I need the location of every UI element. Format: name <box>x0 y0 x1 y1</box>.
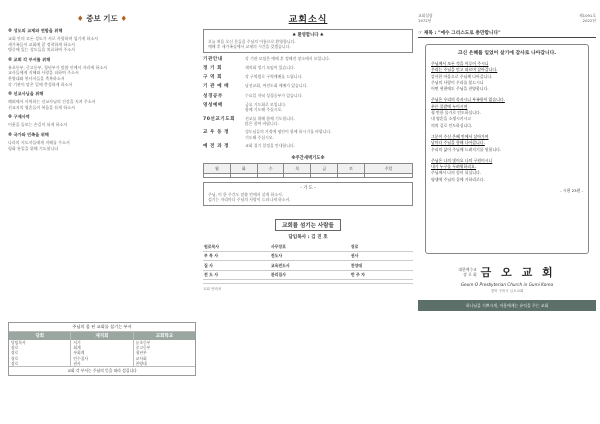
intercession-sections <box>8 28 196 151</box>
staff-row <box>203 252 413 261</box>
week-value <box>204 174 231 178</box>
staff-name <box>406 243 413 252</box>
meditation-stanza <box>431 134 583 153</box>
news-line: 기도해 주십시오. <box>245 134 274 140</box>
news-item-label: 구 역 회 <box>203 75 223 81</box>
meditation-stanzas <box>431 61 583 183</box>
staff-role: 교육전도사 <box>270 261 343 270</box>
church-identity <box>418 264 596 294</box>
department-footer: 교회 각 부서는 주님의 뜻을 따라 섬깁니다 <box>9 366 195 375</box>
news-line: 각 기관 모임은 예배 후 정해진 장소에서 모입니다. <box>245 55 331 61</box>
prayer-line: 이웃을 돌보는 손길이 되게 하소서 <box>8 122 68 128</box>
prayer-line: 주님, 이 한 주간도 말씀 안에서 살게 하소서. <box>208 192 284 198</box>
staff-role: 부 목 사 <box>203 252 263 261</box>
news-item-text <box>245 56 413 61</box>
staff-name <box>263 261 270 270</box>
week-value <box>257 174 284 178</box>
staff-name <box>406 270 413 279</box>
news-line: 성도님들의 가정에 평안이 함께 하시기를 바랍니다. <box>245 129 332 135</box>
staff-role <box>270 280 343 283</box>
meditation-line: 푸른 풀밭에 누이시며 <box>431 103 468 109</box>
staff-table <box>203 243 413 284</box>
week-day: 수 <box>257 164 284 174</box>
department-row: 부회계 <box>73 350 85 356</box>
week-value <box>230 174 257 178</box>
news-item-text <box>245 102 413 113</box>
prayer-section-heading: ※ 성도의 교제와 연합을 위해 <box>8 28 63 33</box>
week-day: 토 <box>338 164 365 174</box>
week-day: 주일 <box>364 164 412 174</box>
news-item <box>203 102 413 113</box>
staff-role <box>203 280 263 283</box>
department-row: 유초등부 <box>135 340 151 345</box>
department-row: 중고등부 <box>135 345 151 351</box>
staff-name <box>343 243 350 252</box>
meditation-heading: 크신 은혜를 입었어 살기에 감사로 나아갑니다. <box>457 51 557 56</box>
news-item <box>203 65 413 71</box>
prayer-line: 해외에서 사역하는 선교사님의 건강을 지켜 주소서 <box>8 99 96 105</box>
news-line: 금요 기도회로 모입니다. <box>245 101 287 107</box>
news-item-label: 기 관 예 배 <box>203 84 230 90</box>
news-line: 함께 기도해 주십시오. <box>245 107 283 113</box>
prayer-line: 교사들에게 지혜와 사랑을 더하여 주소서 <box>8 70 79 76</box>
servants-heading: 교회를 섬기는 사람들 <box>203 212 413 231</box>
department-row: 장로 <box>11 345 19 351</box>
welcome-heading: ♣ 환영합니다 ♣ <box>292 33 324 38</box>
department-column <box>71 332 133 366</box>
staff-name <box>343 280 350 283</box>
church-english-name: Geum-O Presbyterian Church in Gumi Korea <box>460 282 554 287</box>
meditation-stanza <box>431 158 583 183</box>
staff-role: 사무장로 <box>270 243 343 252</box>
news-list <box>203 56 413 149</box>
news-item-text <box>245 83 413 88</box>
welcome-line: 오늘 처음 오신 분들을 주님의 이름으로 환영합니다. <box>208 39 296 44</box>
meditation-stanza <box>431 61 583 92</box>
news-item-text <box>245 129 413 140</box>
news-item-label: 교 우 동 정 <box>203 130 230 136</box>
staff-role: 반 주 자 <box>350 270 406 279</box>
news-item-text <box>245 143 413 148</box>
staff-row <box>203 243 413 252</box>
news-item-text <box>245 93 413 98</box>
denomination: 대한예수교 장 로 회 <box>458 267 477 277</box>
news-item-label: 영성예배 <box>203 102 223 108</box>
news-item <box>203 74 413 80</box>
staff-role: 전도사 <box>270 252 343 261</box>
meditation-line: 주님은 우리의 목자시니 부족함이 없습니다. <box>431 97 505 103</box>
week-value <box>284 174 311 178</box>
prayer-section <box>8 132 196 151</box>
week-value <box>364 174 412 178</box>
welcome-line: 예배 후 새가족실에서 교제의 시간을 갖겠습니다. <box>208 44 291 50</box>
staff-row <box>203 270 413 279</box>
week-day: 월 <box>204 164 231 174</box>
news-item-label: 정 기 회 <box>203 65 223 71</box>
week-day: 화 <box>230 164 257 174</box>
staff-role: 관리집사 <box>270 270 343 279</box>
news-item <box>203 116 413 127</box>
prayer-section <box>8 91 196 110</box>
meditation-box <box>425 44 589 254</box>
staff-role: 권사 <box>350 252 406 261</box>
staff-name <box>343 261 350 270</box>
staff-role: 전 도 사 <box>203 270 263 279</box>
prayer-section <box>8 57 196 87</box>
prayer-line: 섬기는 자리마다 주님의 사랑이 드러나게 하소서. <box>208 197 291 203</box>
news-line: 제직회 정기 모임이 있습니다. <box>245 64 296 70</box>
prayer-line: 찬양대와 봉사자들을 축복하소서 <box>8 75 65 81</box>
prayer-section <box>8 114 196 128</box>
staff-row <box>203 261 413 270</box>
news-item-text <box>245 65 413 70</box>
staff-name <box>406 261 413 270</box>
prayer-section-body <box>8 99 196 110</box>
prayer-line: 나라의 지도자들에게 지혜를 주소서 <box>8 139 70 145</box>
week-header-row <box>204 164 413 174</box>
prayer-line: 교회 안의 모든 성도가 서로 사랑하며 섬기게 하소서 <box>8 36 99 41</box>
news-item <box>203 56 413 62</box>
department-column <box>9 332 71 366</box>
department-row: 청년부 <box>135 350 147 356</box>
news-item-label: 예 전 과 정 <box>203 144 230 150</box>
department-row: 찬양대 <box>135 360 147 366</box>
news-item <box>203 93 413 99</box>
department-heading: 주님의 몸 된 교회를 섬기는 부서 <box>9 323 195 332</box>
staff-name <box>263 270 270 279</box>
prayer-section-body <box>8 122 196 128</box>
prayer-line: 병중에 있는 성도들을 치료하여 주소서 <box>8 47 75 53</box>
prayer-line: 각 기관이 맡은 일에 충성하게 하소서 <box>8 81 73 87</box>
staff-name <box>343 252 350 261</box>
meditation-line: 내 영혼을 소생시키시고 <box>431 116 472 122</box>
news-line: 선교를 위해 함께 기도합니다. <box>245 115 296 121</box>
news-item <box>203 129 413 140</box>
department-row: 장로 <box>11 350 19 356</box>
staff-name <box>343 270 350 279</box>
news-line: 남선교회, 여전도회 예배가 있습니다. <box>245 83 308 89</box>
meditation-line: 쉴 만한 물가로 인도하십니다. <box>431 110 482 116</box>
week-value <box>311 174 338 178</box>
dawn-prayer-table <box>203 163 413 178</box>
cover-column <box>418 0 596 424</box>
prayer-section-heading: ※ 구제사역 <box>8 114 30 120</box>
department-column-title: 교회학교 <box>134 332 195 340</box>
department-box <box>8 322 196 376</box>
meditation-stanza <box>431 97 583 128</box>
department-row: 회계 <box>73 345 81 351</box>
dawn-prayer-heading: ※주간새벽기도※ <box>291 156 325 162</box>
staff-name <box>406 252 413 261</box>
news-item-text <box>245 74 413 79</box>
meditation-line: 평생에 주님의 집에 거하리로다. <box>431 176 485 182</box>
staff-name <box>263 243 270 252</box>
prayer-heading: - 기 도 - <box>300 186 316 192</box>
meditation-line: 의의 길로 인도하십니다. <box>431 122 473 128</box>
meditation-line: 그분이 주신 은혜 안에서 살아가며 <box>431 133 489 139</box>
meditation-source: - 시편 23편 - <box>560 188 583 194</box>
contact-line: 교회 연락처 <box>203 286 222 291</box>
prayer-section-body <box>8 65 196 87</box>
prayer-line: 평화 통일을 위해 기도합니다 <box>8 145 59 151</box>
prayer-section-heading: ※ 선교사님을 위해 <box>8 91 44 97</box>
news-item-text <box>245 116 413 127</box>
prayer-line: 새가족들이 교회에 잘 정착하게 하소서 <box>8 41 75 47</box>
prayer-box <box>203 182 413 206</box>
department-row: 교사회 <box>135 355 147 361</box>
sermon-title: ☞ 제목 : "예수 그리스도로 충만합니다" <box>418 30 596 38</box>
founding-info: 교회설립 1972년 <box>418 13 433 23</box>
prayer-section <box>8 28 196 53</box>
department-row: 장로 <box>11 360 19 366</box>
news-line: 각 구역별로 구역예배를 드립니다. <box>245 74 303 80</box>
meditation-line: 주님의 사랑이 우리를 붙드시니 <box>431 79 484 85</box>
week-day: 금 <box>311 164 338 174</box>
meditation-line: 주님은 나의 빛이요 나의 구원이시니 <box>431 157 493 163</box>
week-value-row <box>204 174 413 178</box>
department-row: 담임목사 <box>11 340 26 345</box>
staff-role <box>350 280 406 283</box>
prayer-section-body <box>8 36 196 53</box>
bulletin-meta <box>418 13 596 23</box>
department-row: 서기 <box>73 340 81 345</box>
welcome-notice <box>203 29 413 53</box>
staff-name <box>263 280 270 283</box>
prayer-text <box>208 192 408 203</box>
meditation-line: 내가 누구를 두려워하리요. <box>431 164 477 170</box>
staff-row <box>203 280 413 283</box>
week-value <box>338 174 365 178</box>
department-column-title: 제직회 <box>71 332 132 340</box>
week-day: 목 <box>284 164 311 174</box>
news-item-label: 성경공부 <box>203 93 223 99</box>
staff-name <box>263 252 270 261</box>
welcome-text <box>208 39 408 50</box>
department-row: 장로 <box>11 355 19 361</box>
department-column-title: 당회 <box>9 332 70 340</box>
prayer-line: 선교지의 영혼들이 복음을 듣게 하소서 <box>8 104 75 110</box>
prayer-section-heading: ※ 교회 각 부서를 위해 <box>8 56 51 62</box>
meditation-line: 우리는 주님을 믿고 따르며 살아갑니다. <box>431 67 498 73</box>
department-row: 안수집사 <box>73 355 88 361</box>
meditation-line: 날마다 주님을 향해 나아갑니다. <box>431 140 485 146</box>
issue-info: 제1091호 2022년 <box>579 13 596 23</box>
meditation-line: 어떤 형편에도 주님을 찬양합니다. <box>431 86 489 92</box>
intercession-title: ♦ 중보 기도 ♦ <box>76 14 128 23</box>
news-title: 교회소식 <box>288 15 328 25</box>
meditation-line: 주님께서 모든 것을 이루어 주시니 <box>431 61 489 66</box>
news-item <box>203 83 413 89</box>
news-line: 교회 절기 일정을 안내합니다. <box>245 143 296 149</box>
staff-role: 장로 <box>350 243 406 252</box>
news-item-label: 기관안내 <box>203 56 223 62</box>
department-row: 권사 <box>73 360 81 366</box>
prayer-line: 유초등부, 중고등부, 청년부가 말씀 안에서 자라게 하소서 <box>8 64 108 70</box>
intercession-column <box>8 0 196 424</box>
prayer-section-body <box>8 140 196 151</box>
staff-role: 원로목사 <box>203 243 263 252</box>
meditation-line: 감사한 마음으로 주님께 나아갑니다. <box>431 73 493 79</box>
staff-role: 찬양대 <box>350 261 406 270</box>
senior-pastor: 담임목사 : 김 진 호 <box>288 234 328 240</box>
staff-name <box>406 280 413 283</box>
church-name-row <box>418 264 596 280</box>
news-item <box>203 143 413 149</box>
news-item-label: 70선교기도회 <box>203 116 236 122</box>
church-name: 금 오 교 회 <box>480 266 556 279</box>
meditation-line: 우리의 삶이 주님께 드려지기를 원합니다. <box>431 146 502 152</box>
news-line: 많은 참여 바랍니다. <box>245 120 279 126</box>
department-grid <box>9 332 195 366</box>
department-column <box>134 332 195 366</box>
news-line: 수요일 저녁 성경공부가 있습니다. <box>245 92 303 98</box>
prayer-section-heading: ※ 국가와 민족을 위해 <box>8 131 49 137</box>
staff-role: 집 사 <box>203 261 263 270</box>
news-column <box>203 0 413 424</box>
church-address: 경북 구미시 금오교회 <box>490 289 524 293</box>
meditation-line: 주님께서 나의 힘이 되십니다. <box>431 170 482 176</box>
motto-bar: 하나님을 기쁘시게, 이웃에게는 유익을 주는 교회 <box>418 300 596 311</box>
